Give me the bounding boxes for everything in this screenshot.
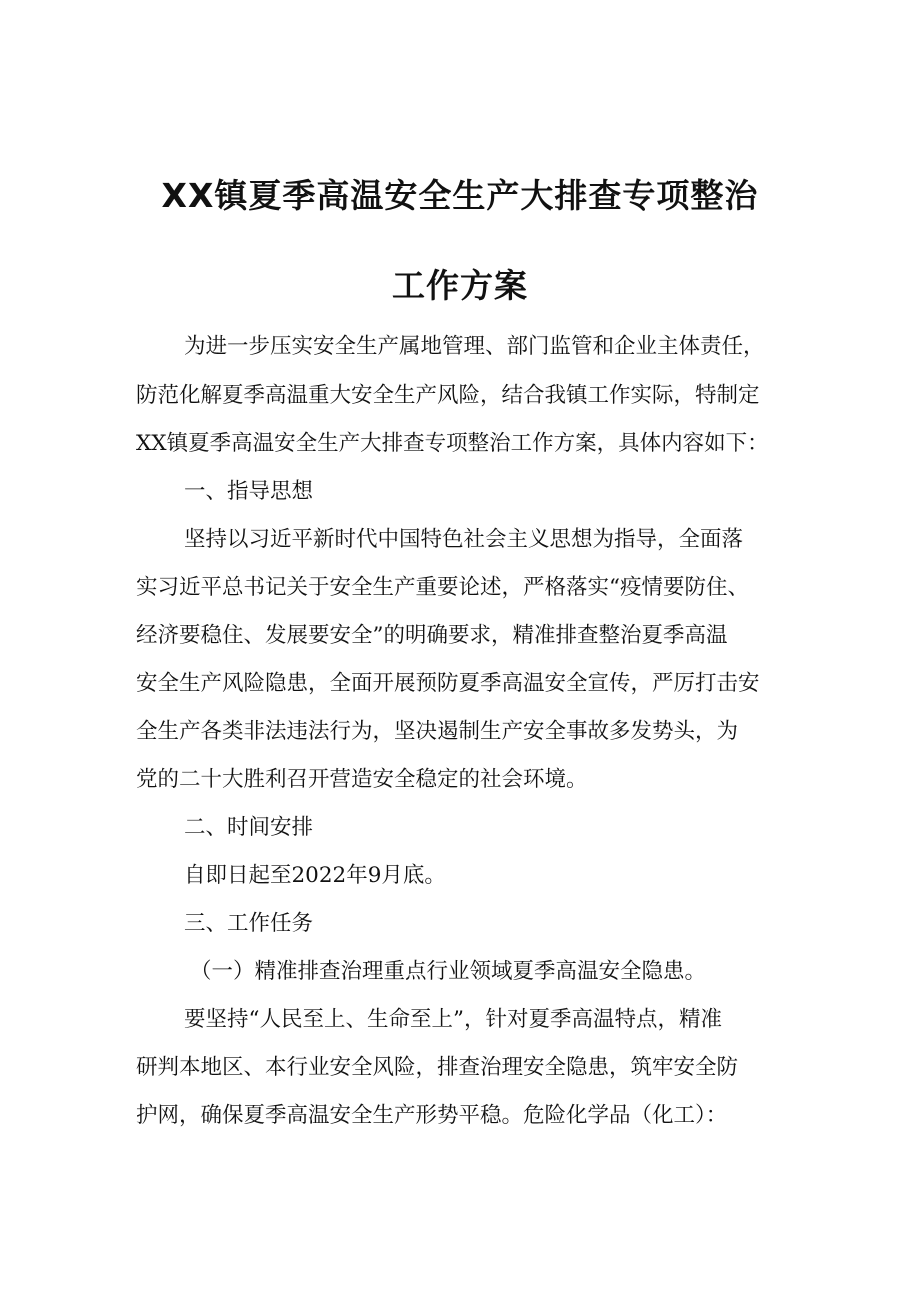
subsection-heading-task-1: （一）精准排查治理重点行业领域夏季高温安全隐患。 xyxy=(190,959,707,984)
section-heading-tasks: 三、工作任务 xyxy=(184,911,314,936)
intro-paragraph-line: 防范化解夏季高温重大安全生产风险，结合我镇工作实际，特制定 xyxy=(136,383,760,408)
task-paragraph-line: 护网，确保夏季高温安全生产形势平稳。危险化学品（化工）： xyxy=(136,1103,728,1128)
intro-paragraph-line: XX镇夏季高温安全生产大排查专项整治工作方案，具体内容如下： xyxy=(136,431,769,456)
guiding-ideology-line: 实习近平总书记关于安全生产重要论述，严格落实“疫情要防住、 xyxy=(136,575,749,600)
section-heading-guiding-ideology: 一、指导思想 xyxy=(184,479,314,504)
task-paragraph-line: 要坚持“人民至上、生命至上”，针对夏季高温特点，精准 xyxy=(184,1007,722,1032)
guiding-ideology-line: 党的二十大胜利召开营造安全稳定的社会环境。 xyxy=(136,767,588,792)
task-paragraph-line: 研判本地区、本行业安全风险，排查治理安全隐患，筑牢安全防 xyxy=(136,1055,739,1080)
document-title-line-2: 工作方案 xyxy=(392,266,528,305)
document-title-line-1: XX镇夏季高温安全生产大排查专项整治 xyxy=(161,176,759,215)
schedule-text: 自即日起至2022年9月底。 xyxy=(184,863,446,888)
section-heading-schedule: 二、时间安排 xyxy=(184,815,314,840)
guiding-ideology-line: 经济要稳住、发展要安全”的明确要求，精准排查整治夏季高温 xyxy=(136,623,728,648)
intro-paragraph-line: 为进一步压实安全生产属地管理、部门监管和企业主体责任， xyxy=(184,334,765,359)
guiding-ideology-line: 全生产各类非法违法行为，坚决遏制生产安全事故多发势头，为 xyxy=(136,719,739,744)
guiding-ideology-line: 安全生产风险隐患，全面开展预防夏季高温安全宣传，严厉打击安 xyxy=(136,671,760,696)
guiding-ideology-line: 坚持以习近平新时代中国特色社会主义思想为指导，全面落 xyxy=(184,527,744,552)
